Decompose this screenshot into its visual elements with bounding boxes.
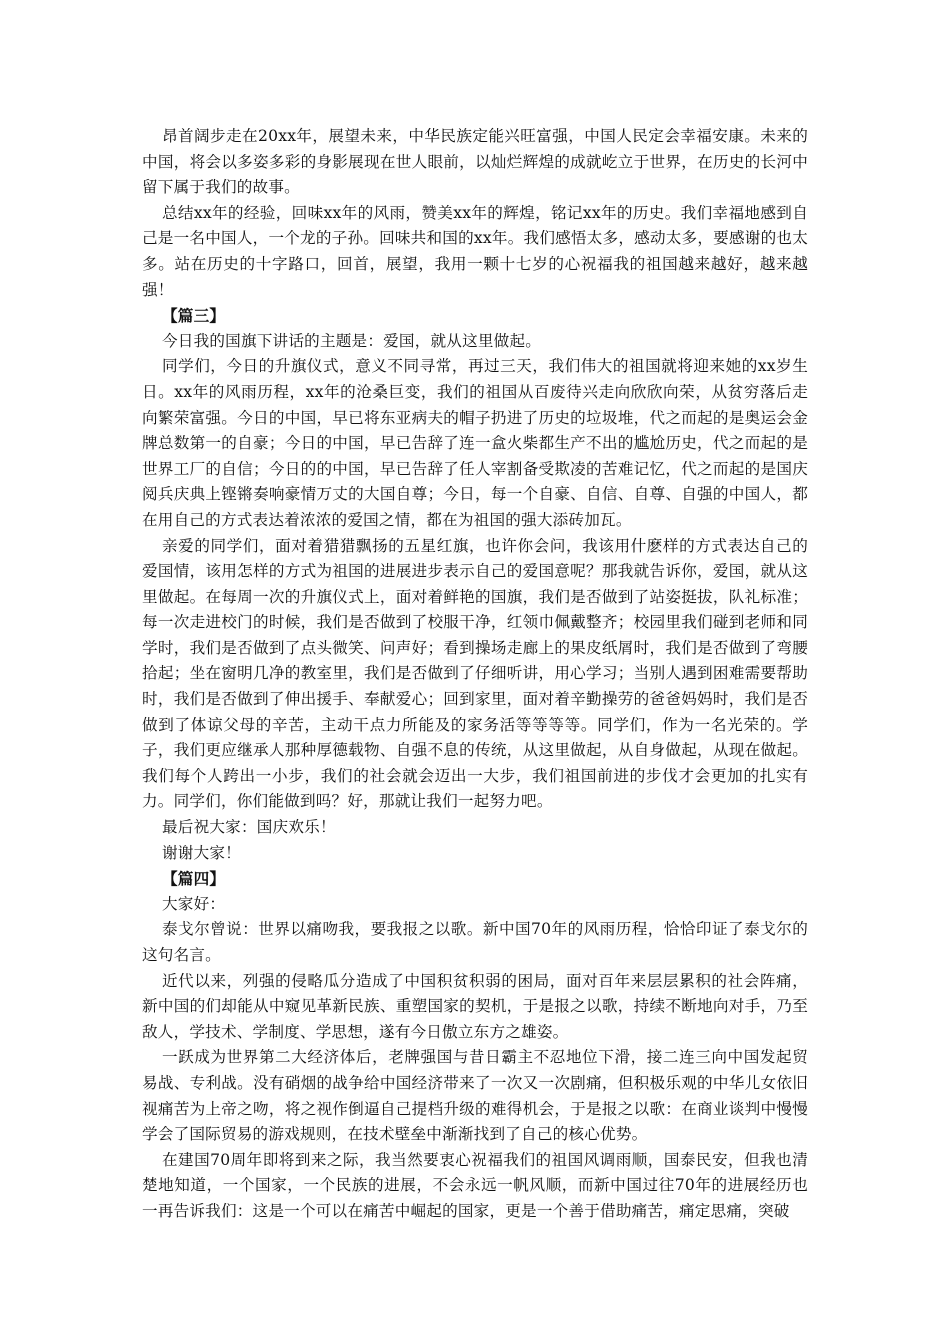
paragraph: 亲爱的同学们，面对着猎猎飘扬的五星红旗，也许你会问，我该用什麽样的方式表达自己的爱国情，该用怎样的方式为祖国的进展进步表示自己的爱国意呢？那我就告诉你，爱国，就从这里做起。在每周一次的升旗仪式上，面对着鲜艳的国旗，我们是否做到了站姿挺拔，队礼标准；每一次走进校门的时候，我们是否做到了校服干净，红领巾佩戴整齐；校园里我们碰到老师和同学时，我们是否做到了点头微笑、问声好；看到操场走廊上的果皮纸屑时，我们是否做到了弯腰拾起；坐在窗明几净的教室里，我们是否做到了仔细听讲，用心学习；当别人遇到困难需要帮助时，我们是否做到了伸出援手、奉献爱心；回到家里，面对着辛勤操劳的爸爸妈妈时，我们是否做到了体谅父母的辛苦，主动干点力所能及的家务活等等等等。同学们，作为一名光荣的。学子，我们更应继承人那种厚德载物、自强不息的传统，从这里做起，从自身做起，从现在做起。我们每个人跨出一小步，我们的社会就会迈出一大步，我们祖国前进的步伐才会更加的扎实有力。同学们，你们能做到吗？好，那就让我们一起努力吧。 xyxy=(142,536,808,811)
paragraph: 在建国70周年即将到来之际，我当然要衷心祝福我们的祖国风调雨顺，国泰民安，但我也清楚地知道，一个国家，一个民族的进展，不会永远一帆风顺，而新中国过往70年的进展经历也一再告诉我们：这是一个可以在痛苦中崛起的国家，更是一个善于借助痛苦，痛定思痛，突破 xyxy=(142,1150,808,1220)
paragraph: 昂首阔步走在20xx年，展望未来，中华民族定能兴旺富强，中国人民定会幸福安康。未来的中国，将会以多姿多彩的身影展现在世人眼前，以灿烂辉煌的成就屹立于世界，在历史的长河中留下属于我们的故事。 xyxy=(142,127,808,197)
paragraph: 最后祝大家：国庆欢乐！ xyxy=(162,818,336,837)
paragraph: 泰戈尔曾说：世界以痛吻我，要我报之以歌。新中国70年的风雨历程，恰恰印证了泰戈尔的这句名言。 xyxy=(142,920,808,964)
paragraph: 近代以来，列强的侵略瓜分造成了中国积贫积弱的困局，面对百年来层层累积的社会阵痛，新中国的们却能从中窥见革新民族、重塑国家的契机，于是报之以歌，持续不断地向对手，乃至敌人，学技术、学制度、学思想，遂有今日傲立东方之雄姿。 xyxy=(142,971,808,1041)
paragraph: 总结xx年的经验，回味xx年的风雨，赞美xx年的辉煌，铭记xx年的历史。我们幸福地感到自己是一名中国人，一个龙的子孙。回味共和国的xx年。我们感悟太多，感动太多，要感谢的也太多。站在历史的十字路口，回首，展望，我用一颗十七岁的心祝福我的祖国越来越好，越来越强！ xyxy=(142,203,808,299)
paragraph: 谢谢大家！ xyxy=(162,843,241,862)
document-body xyxy=(142,124,808,1225)
paragraph: 今日我的国旗下讲话的主题是：爱国，就从这里做起。 xyxy=(162,331,542,350)
section-heading-4: 【篇四】 xyxy=(162,869,226,889)
paragraph: 同学们，今日的升旗仪式，意义不同寻常，再过三天，我们伟大的祖国就将迎来她的xx岁生日。xx年的风雨历程，xx年的沧桑巨变，我们的祖国从百废待兴走向欣欣向荣，从贫穷落后走向繁荣富强。今日的中国，早已将东亚病夫的帽子扔进了历史的垃圾堆，代之而起的是奥运会金牌总数第一的自豪；今日的中国，早已告辞了连一盒火柴都生产不出的尴尬历史，代之而起的是世界工厂的自信；今日的的中国，早已告辞了任人宰割备受欺凌的苦难记忆，代之而起的是国庆阅兵庆典上铿锵奏响豪情万丈的大国自尊；今日，每一个自豪、自信、自尊、自强的中国人，都在用自己的方式表达着浓浓的爱国之情，都在为祖国的强大添砖加瓦。 xyxy=(142,357,808,529)
paragraph: 一跃成为世界第二大经济体后，老牌强国与昔日霸主不忍地位下滑，接二连三向中国发起贸易战、专利战。没有硝烟的战争给中国经济带来了一次又一次剧痛，但积极乐观的中华儿女依旧视痛苦为上帝之吻，将之视作倒逼自己提档升级的难得机会，于是报之以歌：在商业谈判中慢慢学会了国际贸易的游戏规则，在技术壁垒中渐渐找到了自己的核心优势。 xyxy=(142,1048,808,1144)
section-heading-3: 【篇三】 xyxy=(162,306,226,326)
paragraph: 大家好： xyxy=(162,894,226,913)
